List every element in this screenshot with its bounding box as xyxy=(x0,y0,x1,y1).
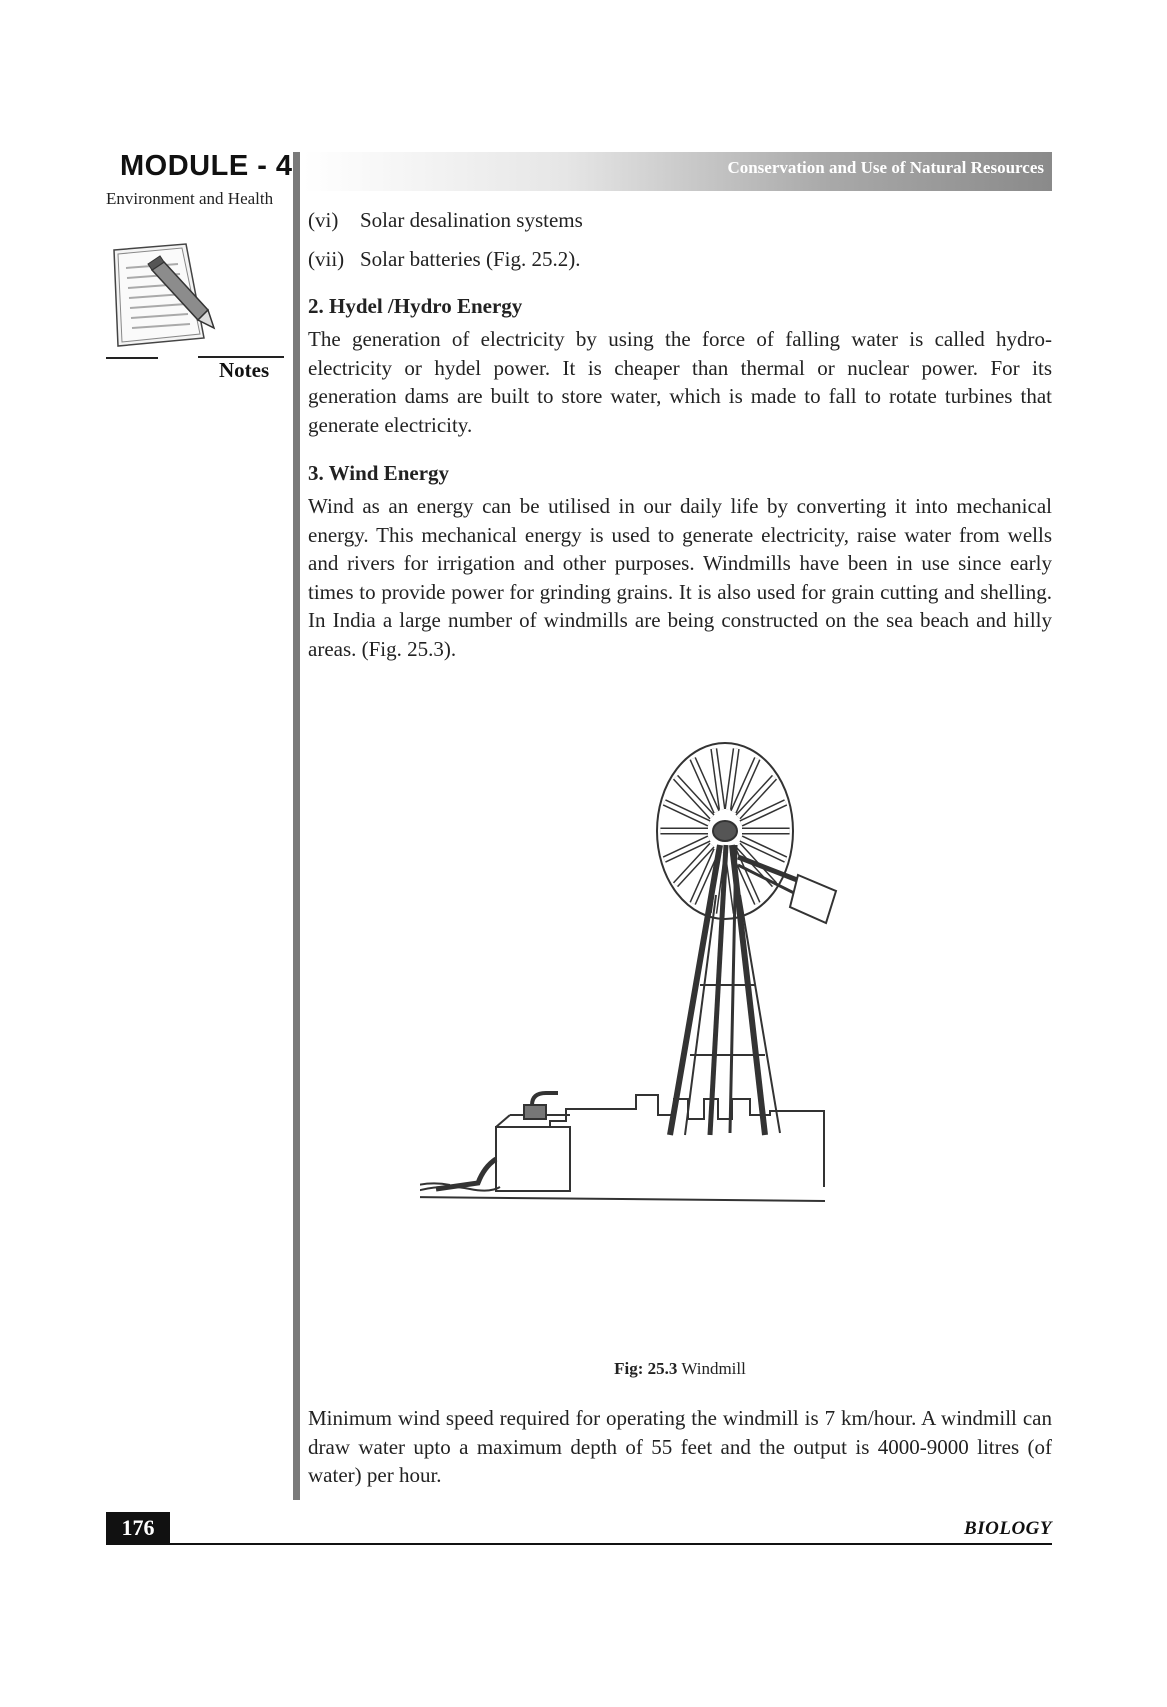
figure-label: Fig: 25.3 xyxy=(614,1359,678,1378)
notes-divider-left xyxy=(106,357,158,359)
windmill-illustration xyxy=(420,735,940,1305)
list-number: (vi) xyxy=(308,208,339,232)
footer-rule xyxy=(106,1543,1052,1545)
module-title: MODULE - 4 xyxy=(120,150,293,182)
figure-caption-text: Windmill xyxy=(681,1359,746,1378)
page-number: 176 xyxy=(106,1512,170,1545)
list-text: Solar desalination systems xyxy=(360,208,583,232)
notes-label: Notes xyxy=(219,358,270,382)
list-item xyxy=(308,247,1052,272)
figure-caption xyxy=(308,1359,1052,1379)
margin-rule xyxy=(293,152,300,1500)
notes-pencil-icon xyxy=(108,242,218,352)
section-text-wind: Wind as an energy can be utilised in our daily life by converting it into mechanical energy. This mechanical energy is used to generate electricity, raise water from wells and rivers for irrigation and other purposes. Windmills have been in use since early times to provide power for grinding grains. It is also used for grain cutting and shelling. In India a large number of windmills are being constructed on the sea beach and hilly areas. (Fig. 25.3). xyxy=(308,494,1052,661)
module-subtitle: Environment and Health xyxy=(106,189,274,208)
list-item xyxy=(308,208,1052,233)
after-figure-text: Minimum wind speed required for operating the windmill is 7 km/hour. A windmill can draw water upto a maximum depth of 55 feet and the output is 4000-9000 litres (of water) per hour. xyxy=(308,1406,1052,1487)
sidebar xyxy=(0,0,300,1707)
footer-subject: BIOLOGY xyxy=(964,1518,1052,1539)
section-text-hydel: The generation of electricity by using the force of falling water is called hydro-electricity or hydel power. It is cheaper than thermal or nuclear power. For its generation dams are built to store water, which is made to fall to rotate turbines that generate electricity. xyxy=(308,327,1052,437)
chapter-header xyxy=(303,152,1052,191)
chapter-title: Conservation and Use of Natural Resources xyxy=(727,158,1044,177)
list-text: Solar batteries (Fig. 25.2). xyxy=(360,247,581,271)
section-heading-hydel: 2. Hydel /Hydro Energy xyxy=(308,294,523,318)
list-number: (vii) xyxy=(308,247,345,271)
main-content xyxy=(308,208,1052,663)
section-heading-wind: 3. Wind Energy xyxy=(308,461,450,485)
after-figure-block xyxy=(308,1404,1052,1490)
